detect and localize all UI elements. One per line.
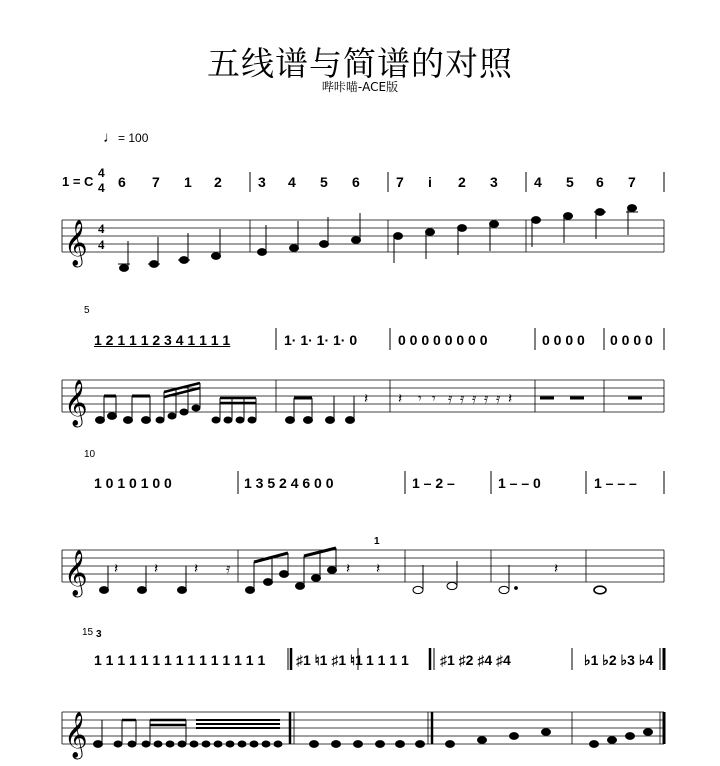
jianpu-measure: ♯1 ♮1 ♯1 ♮1 bbox=[296, 652, 363, 668]
svg-text:𝄿: 𝄿 bbox=[448, 391, 453, 407]
jianpu-note: 4 bbox=[534, 174, 542, 190]
time-signature-bottom: 4 bbox=[98, 181, 105, 195]
note bbox=[178, 233, 190, 263]
svg-text:𝄽: 𝄽 bbox=[154, 561, 159, 577]
quarter-note-icon: ♩ bbox=[103, 129, 118, 146]
jianpu-measure: 1 – 2 – bbox=[412, 475, 455, 491]
svg-text:𝄽: 𝄽 bbox=[346, 561, 351, 577]
volta-annotation: 1 bbox=[374, 536, 380, 547]
jianpu-measure: 1 1 1 1 bbox=[366, 652, 409, 668]
measure-number: 10 bbox=[84, 449, 96, 460]
jianpu-note: 7 bbox=[152, 174, 160, 190]
jianpu-measure: 0 0 0 0 bbox=[610, 332, 653, 348]
staff-1-notes bbox=[118, 205, 638, 272]
staff-2-rests bbox=[364, 391, 512, 407]
staff-2 bbox=[62, 380, 664, 412]
svg-text:𝄽: 𝄽 bbox=[114, 561, 119, 577]
jianpu-measure: ♭1 ♭2 ♭3 ♭4 bbox=[584, 652, 654, 668]
jianpu-measure: 1 2 1 1 1 2 3 4 1 1 1 1 bbox=[94, 332, 231, 348]
treble-clef-icon: 𝄞 bbox=[64, 220, 88, 266]
staff-2-notes bbox=[96, 383, 643, 423]
svg-text:𝄽: 𝄽 bbox=[508, 391, 513, 407]
jianpu-note: 4 bbox=[288, 174, 296, 190]
svg-text:𝄽: 𝄽 bbox=[554, 561, 559, 577]
jianpu-note: 7 bbox=[396, 174, 404, 190]
note bbox=[532, 217, 541, 247]
jianpu-note: 6 bbox=[596, 174, 604, 190]
svg-text:𝄿: 𝄿 bbox=[484, 391, 489, 407]
jianpu-note: 3 bbox=[490, 174, 498, 190]
svg-text:𝄿: 𝄿 bbox=[460, 391, 465, 407]
note bbox=[118, 241, 130, 271]
svg-text:𝄽: 𝄽 bbox=[376, 561, 381, 577]
jianpu-measure: 1 – – – bbox=[594, 475, 637, 491]
svg-text:𝄽: 𝄽 bbox=[364, 391, 369, 407]
jianpu-note: 2 bbox=[214, 174, 222, 190]
treble-clef-icon: 𝄞 bbox=[64, 380, 88, 426]
staff-3 bbox=[62, 550, 664, 582]
jianpu-measure: 1 – – 0 bbox=[498, 475, 541, 491]
time-signature-top: 4 bbox=[98, 166, 105, 180]
page-title: 五线谱与简谱的对照 bbox=[207, 44, 513, 83]
jianpu-note: i bbox=[428, 174, 432, 190]
jianpu-measure: 0 0 0 0 0 0 0 0 bbox=[398, 332, 488, 348]
svg-text:𝄿: 𝄿 bbox=[226, 561, 231, 577]
treble-clef-icon: 𝄞 bbox=[64, 550, 88, 596]
note bbox=[320, 217, 329, 247]
jianpu-note: 6 bbox=[352, 174, 360, 190]
measure-number: 5 bbox=[84, 305, 90, 316]
jianpu-note: 3 bbox=[258, 174, 266, 190]
note bbox=[394, 233, 403, 263]
staff-4-notes bbox=[94, 720, 653, 747]
jianpu-measure: 1 0 1 0 1 0 0 bbox=[94, 475, 172, 491]
jianpu-measure: 1 1 1 1 1 1 1 1 1 1 1 1 1 1 1 bbox=[94, 652, 266, 668]
key-signature: 1 = C bbox=[62, 174, 94, 189]
jianpu-measure: ♯1 ♯2 ♯4 ♯4 bbox=[440, 652, 511, 668]
tuplet-annotation: 3 bbox=[96, 629, 102, 640]
jianpu-note: 6 bbox=[118, 174, 126, 190]
jianpu-note: 5 bbox=[320, 174, 328, 190]
staff-3-notes bbox=[100, 548, 607, 594]
tempo-value: = 100 bbox=[118, 131, 149, 145]
svg-text:𝄽: 𝄽 bbox=[398, 391, 403, 407]
svg-text:𝄽: 𝄽 bbox=[194, 561, 199, 577]
jianpu-measure: 0 0 0 0 bbox=[542, 332, 585, 348]
staff-4 bbox=[62, 712, 664, 744]
treble-clef-icon: 𝄞 bbox=[64, 712, 88, 758]
note bbox=[258, 225, 267, 255]
svg-text:𝄾: 𝄾 bbox=[418, 391, 422, 407]
staff-time-sig-top: 4 bbox=[98, 221, 105, 236]
measure-number: 15 bbox=[82, 627, 94, 638]
note bbox=[458, 225, 467, 255]
svg-text:𝄾: 𝄾 bbox=[432, 391, 436, 407]
svg-text:𝄿: 𝄿 bbox=[496, 391, 501, 407]
note bbox=[594, 209, 606, 239]
svg-text:𝄿: 𝄿 bbox=[472, 391, 477, 407]
staff-time-sig-bottom: 4 bbox=[98, 237, 105, 252]
jianpu-note: 1 bbox=[184, 174, 192, 190]
jianpu-measure: 1· 1· 1· 1· 0 bbox=[284, 332, 358, 348]
jianpu-note: 5 bbox=[566, 174, 574, 190]
jianpu-note: 7 bbox=[628, 174, 636, 190]
page-subtitle: 哔咔喵-ACE版 bbox=[321, 80, 399, 94]
jianpu-note: 2 bbox=[458, 174, 466, 190]
jianpu-measure: 1 3 5 2 4 6 0 0 bbox=[244, 475, 334, 491]
staff-1 bbox=[62, 220, 664, 252]
